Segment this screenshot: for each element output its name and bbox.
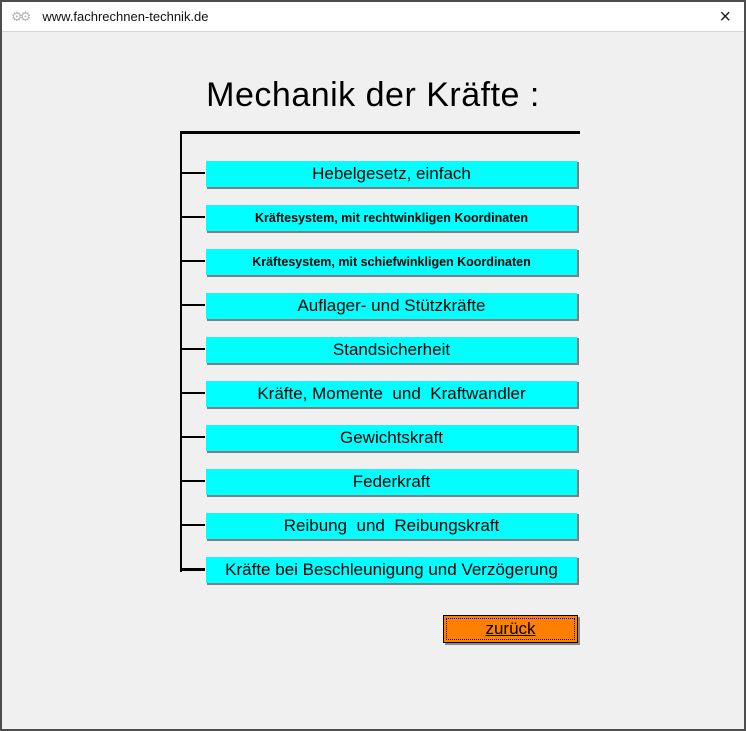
- close-icon[interactable]: ×: [719, 6, 731, 28]
- titlebar: [2, 2, 744, 32]
- menu-item-6[interactable]: Kräfte, Momente und Kraftwandler: [205, 380, 577, 407]
- tree-tick: [180, 480, 205, 482]
- heading-underline: [180, 131, 580, 134]
- tree-tick: [180, 172, 205, 174]
- menu-item-1[interactable]: Hebelgesetz, einfach: [205, 160, 577, 187]
- menu-item-7[interactable]: Gewichtskraft: [205, 424, 577, 451]
- menu-item-5[interactable]: Standsicherheit: [205, 336, 577, 363]
- tree-tick: [180, 304, 205, 306]
- gears-icon: ⚙⚙: [11, 9, 29, 24]
- menu-item-3[interactable]: Kräftesystem, mit schiefwinkligen Koordinaten: [205, 248, 577, 275]
- menu-item-10[interactable]: Kräfte bei Beschleunigung und Verzögerung: [205, 556, 577, 583]
- menu-item-9[interactable]: Reibung und Reibungskraft: [205, 512, 577, 539]
- menu-item-8[interactable]: Federkraft: [205, 468, 577, 495]
- back-button[interactable]: zurück: [443, 615, 578, 643]
- tree-tick: [180, 524, 205, 526]
- tree-tick: [180, 216, 205, 218]
- page-title: Mechanik der Kräfte :: [206, 76, 540, 114]
- menu-item-2[interactable]: Kräftesystem, mit rechtwinkligen Koordinaten: [205, 204, 577, 231]
- tree-vertical-line: [180, 131, 182, 572]
- tree-tick: [180, 348, 205, 350]
- menu-item-4[interactable]: Auflager- und Stützkräfte: [205, 292, 577, 319]
- window-title: www.fachrechnen-technik.de: [42, 9, 209, 24]
- tree-tick: [180, 568, 205, 571]
- tree-tick: [180, 260, 205, 262]
- tree-tick: [180, 392, 205, 394]
- tree-tick: [180, 436, 205, 438]
